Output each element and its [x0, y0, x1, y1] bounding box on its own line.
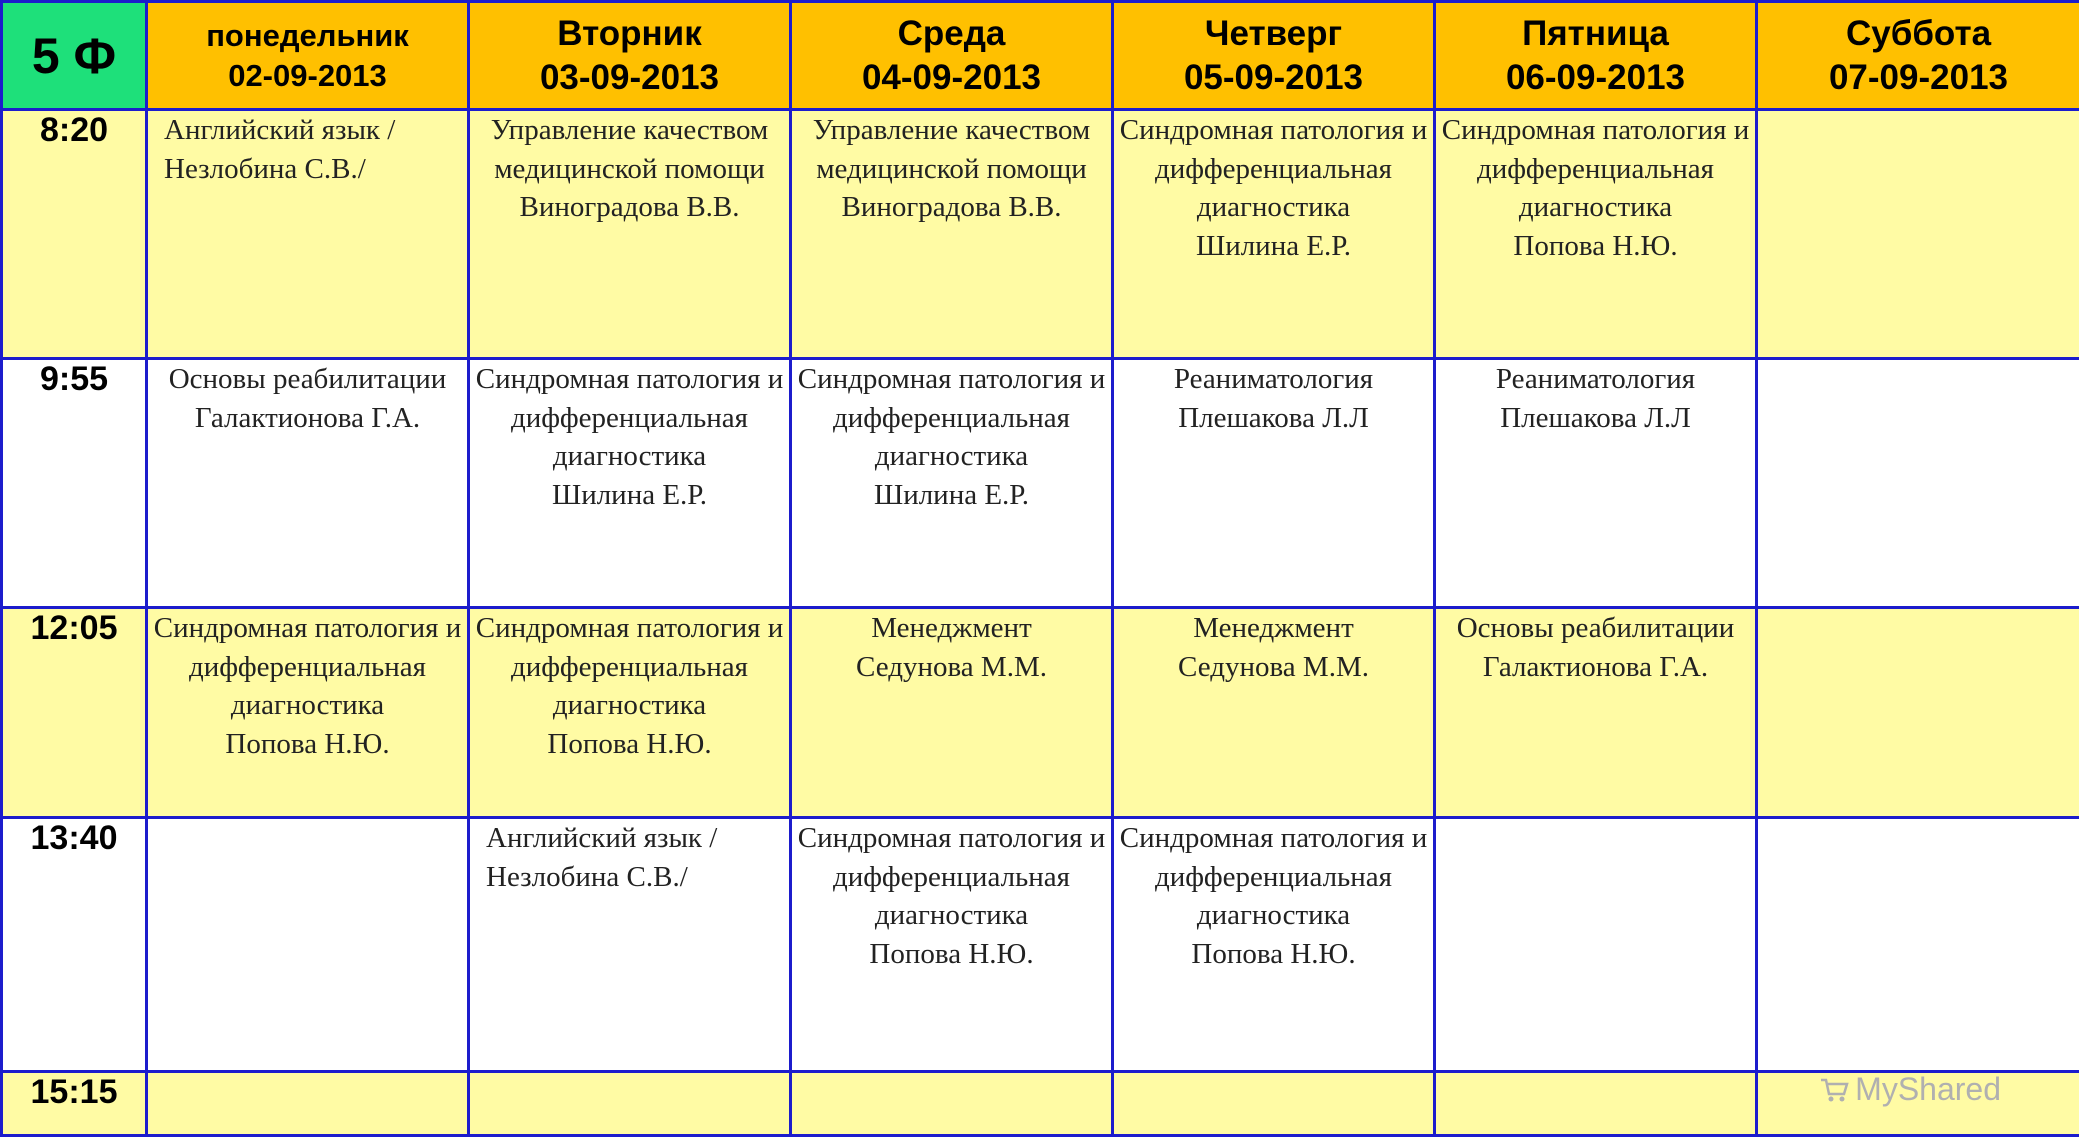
lesson-cell	[791, 818, 1113, 1072]
lesson-subject: Синдромная патология и дифференциальная диагностика	[1114, 819, 1433, 935]
lesson-subject: Реаниматология	[1114, 360, 1433, 399]
day-name: Среда	[792, 12, 1111, 56]
lesson-cell	[469, 359, 791, 608]
lesson-teacher: Попова Н.Ю.	[148, 725, 467, 764]
watermark-text: MyShared	[1855, 1071, 2001, 1108]
lesson-subject: Синдромная патология и дифференциальная диагностика	[470, 609, 789, 725]
header-row	[2, 2, 2079, 110]
time-slot: 8:20	[2, 110, 147, 359]
lesson-cell	[1757, 359, 2079, 608]
lesson-teacher: Шилина Е.Р.	[1114, 227, 1433, 266]
day-date: 07-09-2013	[1758, 56, 2079, 100]
lesson-cell	[469, 608, 791, 818]
time-slot: 13:40	[2, 818, 147, 1072]
lesson-cell	[1113, 1072, 1435, 1136]
lesson-cell	[791, 110, 1113, 359]
lesson-cell	[1113, 359, 1435, 608]
lesson-cell	[147, 818, 469, 1072]
lesson-cell	[147, 608, 469, 818]
cart-icon	[1819, 1076, 1849, 1104]
day-header-tuesday	[469, 2, 791, 110]
lesson-subject: Управление качеством медицинской помощи	[792, 111, 1111, 188]
lesson-cell	[1113, 110, 1435, 359]
day-header-friday	[1435, 2, 1757, 110]
time-slot: 12:05	[2, 608, 147, 818]
lesson-subject: Реаниматология	[1436, 360, 1755, 399]
lesson-subject: Английский язык /	[164, 111, 467, 150]
lesson-cell	[469, 110, 791, 359]
day-date: 02-09-2013	[148, 56, 467, 96]
lesson-cell	[1757, 818, 2079, 1072]
lesson-cell	[147, 110, 469, 359]
day-name: понедельник	[148, 16, 467, 56]
day-name: Вторник	[470, 12, 789, 56]
lesson-cell	[1113, 818, 1435, 1072]
lesson-subject: Синдромная патология и дифференциальная диагностика	[792, 360, 1111, 476]
group-label: 5 Ф	[2, 2, 147, 110]
watermark	[1819, 1071, 2001, 1108]
lesson-subject: Основы реабилитации	[1436, 609, 1755, 648]
lesson-teacher: Плешакова Л.Л	[1114, 399, 1433, 438]
lesson-teacher: Седунова М.М.	[1114, 648, 1433, 687]
lesson-teacher: Незлобина С.В./	[486, 858, 789, 897]
lesson-cell	[1435, 818, 1757, 1072]
day-header-thursday	[1113, 2, 1435, 110]
lesson-teacher: Попова Н.Ю.	[1436, 227, 1755, 266]
lesson-cell	[791, 359, 1113, 608]
lesson-subject: Синдромная патология и дифференциальная диагностика	[470, 360, 789, 476]
lesson-teacher: Незлобина С.В./	[164, 150, 467, 189]
day-name: Суббота	[1758, 12, 2079, 56]
lesson-cell	[791, 608, 1113, 818]
lesson-teacher: Плешакова Л.Л	[1436, 399, 1755, 438]
lesson-cell	[1757, 608, 2079, 818]
lesson-teacher: Галактионова Г.А.	[1436, 648, 1755, 687]
lesson-cell	[1435, 359, 1757, 608]
day-header-wednesday	[791, 2, 1113, 110]
lesson-subject: Основы реабилитации	[148, 360, 467, 399]
lesson-teacher: Седунова М.М.	[792, 648, 1111, 687]
time-slot: 9:55	[2, 359, 147, 608]
lesson-cell	[147, 1072, 469, 1136]
lesson-teacher: Шилина Е.Р.	[470, 476, 789, 515]
lesson-subject: Синдромная патология и дифференциальная диагностика	[1436, 111, 1755, 227]
lesson-cell	[147, 359, 469, 608]
day-date: 04-09-2013	[792, 56, 1111, 100]
lesson-cell	[469, 818, 791, 1072]
lesson-subject: Синдромная патология и дифференциальная диагностика	[148, 609, 467, 725]
day-header-monday	[147, 2, 469, 110]
time-slot: 15:15	[2, 1072, 147, 1136]
day-date: 06-09-2013	[1436, 56, 1755, 100]
lesson-teacher: Попова Н.Ю.	[1114, 935, 1433, 974]
lesson-cell	[1435, 1072, 1757, 1136]
lesson-subject: Синдромная патология и дифференциальная диагностика	[792, 819, 1111, 935]
lesson-cell	[791, 1072, 1113, 1136]
lesson-teacher: Галактионова Г.А.	[148, 399, 467, 438]
lesson-subject: Синдромная патология и дифференциальная диагностика	[1114, 111, 1433, 227]
lesson-cell	[469, 1072, 791, 1136]
lesson-teacher: Шилина Е.Р.	[792, 476, 1111, 515]
lesson-cell	[1435, 110, 1757, 359]
day-date: 05-09-2013	[1114, 56, 1433, 100]
day-name: Четверг	[1114, 12, 1433, 56]
day-name: Пятница	[1436, 12, 1755, 56]
lesson-subject: Английский язык /	[486, 819, 789, 858]
schedule-row-1340	[2, 818, 2079, 1072]
schedule-row-1205	[2, 608, 2079, 818]
lesson-teacher: Попова Н.Ю.	[470, 725, 789, 764]
lesson-cell	[1757, 110, 2079, 359]
lesson-subject: Менеджмент	[1114, 609, 1433, 648]
lesson-subject: Менеджмент	[792, 609, 1111, 648]
schedule-row-0955	[2, 359, 2079, 608]
lesson-teacher: Попова Н.Ю.	[792, 935, 1111, 974]
day-date: 03-09-2013	[470, 56, 789, 100]
schedule-row-0820	[2, 110, 2079, 359]
lesson-subject: Управление качеством медицинской помощи	[470, 111, 789, 188]
day-header-saturday	[1757, 2, 2079, 110]
schedule-row-1515	[2, 1072, 2079, 1136]
lesson-cell	[1435, 608, 1757, 818]
lesson-teacher: Виноградова В.В.	[470, 188, 789, 227]
lesson-teacher: Виноградова В.В.	[792, 188, 1111, 227]
lesson-cell	[1113, 608, 1435, 818]
